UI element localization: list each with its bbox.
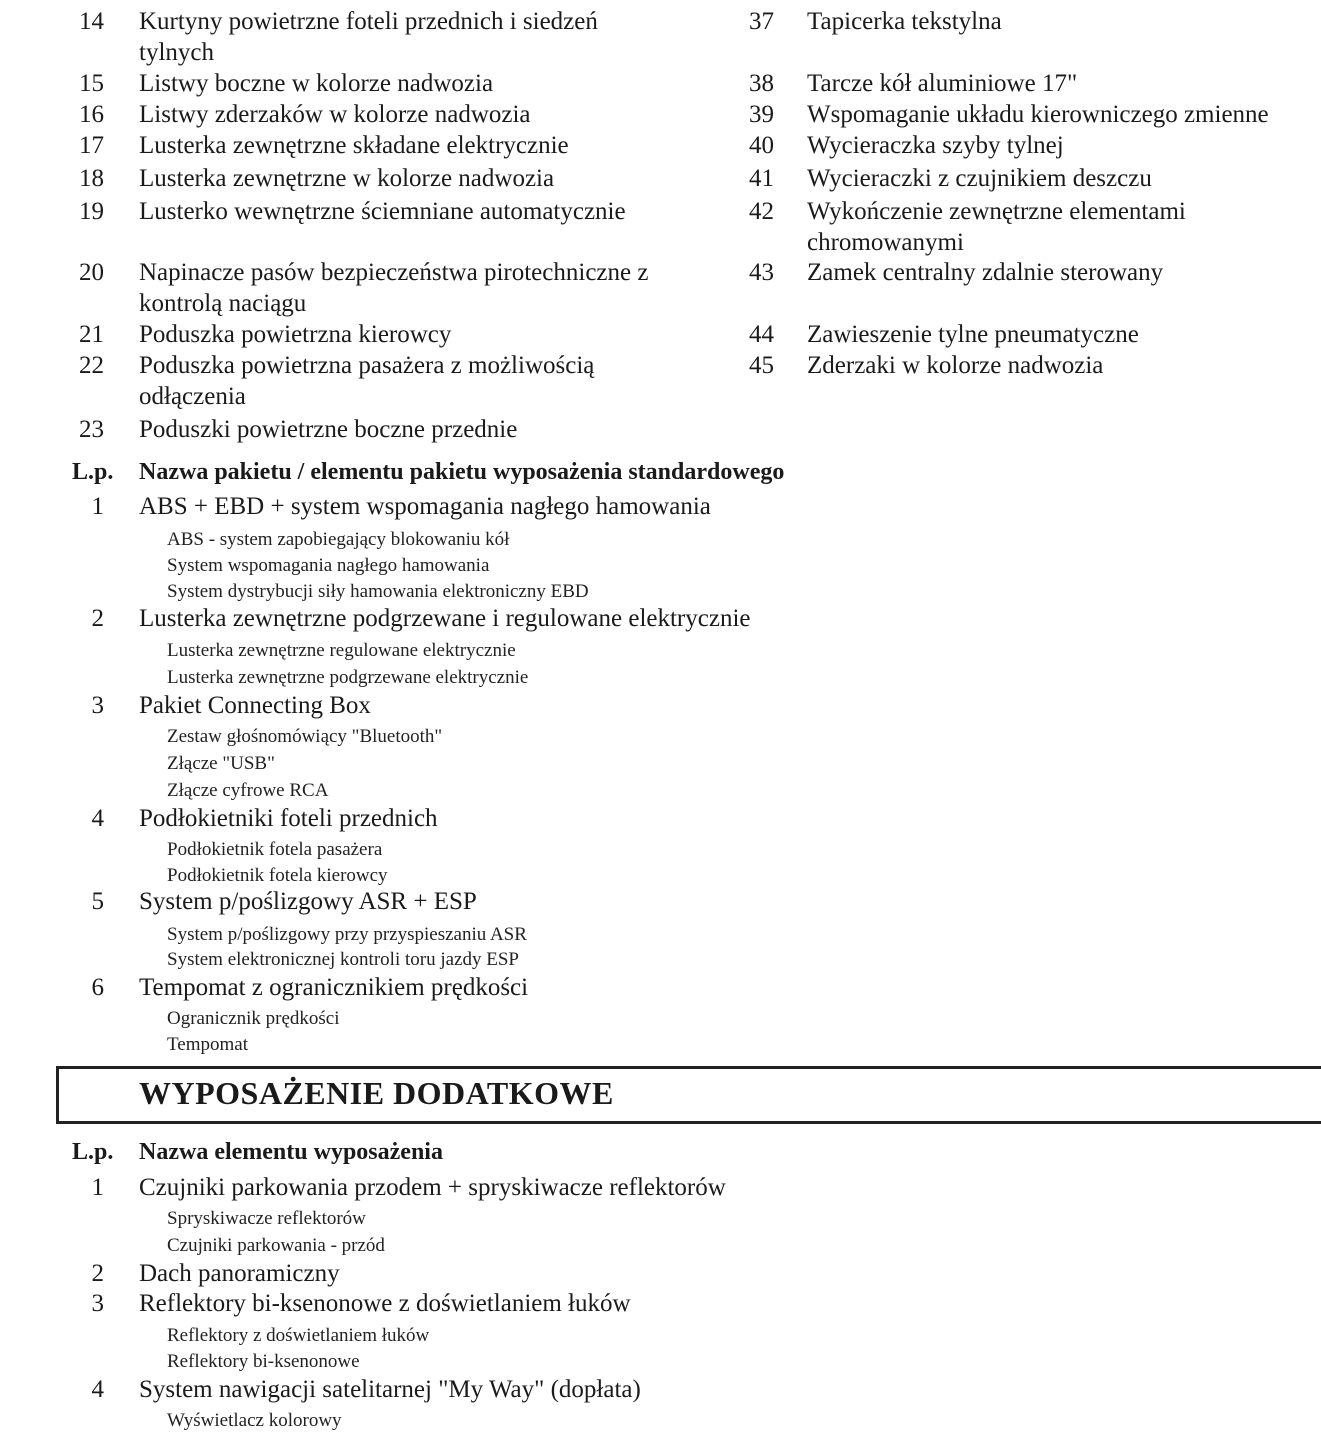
package-sub-item: System dystrybucji siły hamowania elektroniczny EBD [167, 581, 589, 602]
optional-name: Dach panoramiczny [139, 1260, 340, 1287]
optional-number: 4 [91, 1376, 104, 1403]
optional-number: 1 [91, 1174, 104, 1201]
optional-sub-item: Spryskiwacze reflektorów [167, 1208, 366, 1229]
package-sub-item: Podłokietnik fotela pasażera [167, 839, 383, 860]
package-sub-item: System wspomagania nagłego hamowania [167, 555, 490, 576]
optional-sub-item: Reflektory z doświetlaniem łuków [167, 1325, 430, 1346]
optional-name: System nawigacji satelitarnej "My Way" (dopłata) [139, 1376, 641, 1403]
package-sub-item: Lusterka zewnętrzne podgrzewane elektrycznie [167, 667, 529, 688]
package-sub-item: Złącze cyfrowe RCA [167, 780, 329, 801]
package-sub-item: Tempomat [167, 1034, 248, 1055]
optional-sub-item: Wyświetlacz kolorowy [167, 1410, 342, 1431]
package-name: Pakiet Connecting Box [139, 692, 371, 719]
package-number: 1 [91, 493, 104, 520]
section-title: WYPOSAŻENIE DODATKOWE [139, 1075, 614, 1111]
optional-name: Reflektory bi-ksenonowe z doświetlaniem łuków [139, 1290, 631, 1317]
package-sub-item: Lusterka zewnętrzne regulowane elektrycznie [167, 640, 516, 661]
package-sub-item: Złącze "USB" [167, 753, 275, 774]
optional-number: 3 [91, 1290, 104, 1317]
package-name: Podłokietniki foteli przednich [139, 805, 438, 832]
package-number: 6 [91, 974, 104, 1001]
package-number: 2 [91, 605, 104, 632]
package-number: 5 [91, 888, 104, 915]
optional-column-header: Nazwa elementu wyposażenia [139, 1139, 443, 1165]
optional-number: 2 [91, 1260, 104, 1287]
package-name: ABS + EBD + system wspomagania nagłego hamowania [139, 493, 711, 520]
package-name: Tempomat z ogranicznikiem prędkości [139, 974, 529, 1001]
package-name: System p/poślizgowy ASR + ESP [139, 888, 477, 915]
package-name: Lusterka zewnętrzne podgrzewane i regulowane elektrycznie [139, 605, 751, 632]
packages-column-header: Nazwa pakietu / elementu pakietu wyposażenia standardowego [139, 459, 785, 485]
package-number: 4 [91, 805, 104, 832]
package-sub-item: Podłokietnik fotela kierowcy [167, 865, 388, 886]
package-number: 3 [91, 692, 104, 719]
package-sub-item: Ogranicznik prędkości [167, 1008, 340, 1029]
lp-column-header: L.p. [72, 459, 114, 485]
package-sub-item: Zestaw głośnomówiący "Bluetooth" [167, 726, 443, 747]
optional-sub-item: Czujniki parkowania - przód [167, 1235, 385, 1256]
package-sub-item: System p/poślizgowy przy przyspieszaniu ASR [167, 924, 527, 945]
optional-sub-item: Reflektory bi-ksenonowe [167, 1351, 360, 1372]
package-sub-item: ABS - system zapobiegający blokowaniu kół [167, 529, 510, 550]
package-sub-item: System elektronicznej kontroli toru jazdy ESP [167, 949, 519, 970]
optional-name: Czujniki parkowania przodem + spryskiwacze reflektorów [139, 1174, 726, 1201]
lp-column-header: L.p. [72, 1139, 114, 1165]
